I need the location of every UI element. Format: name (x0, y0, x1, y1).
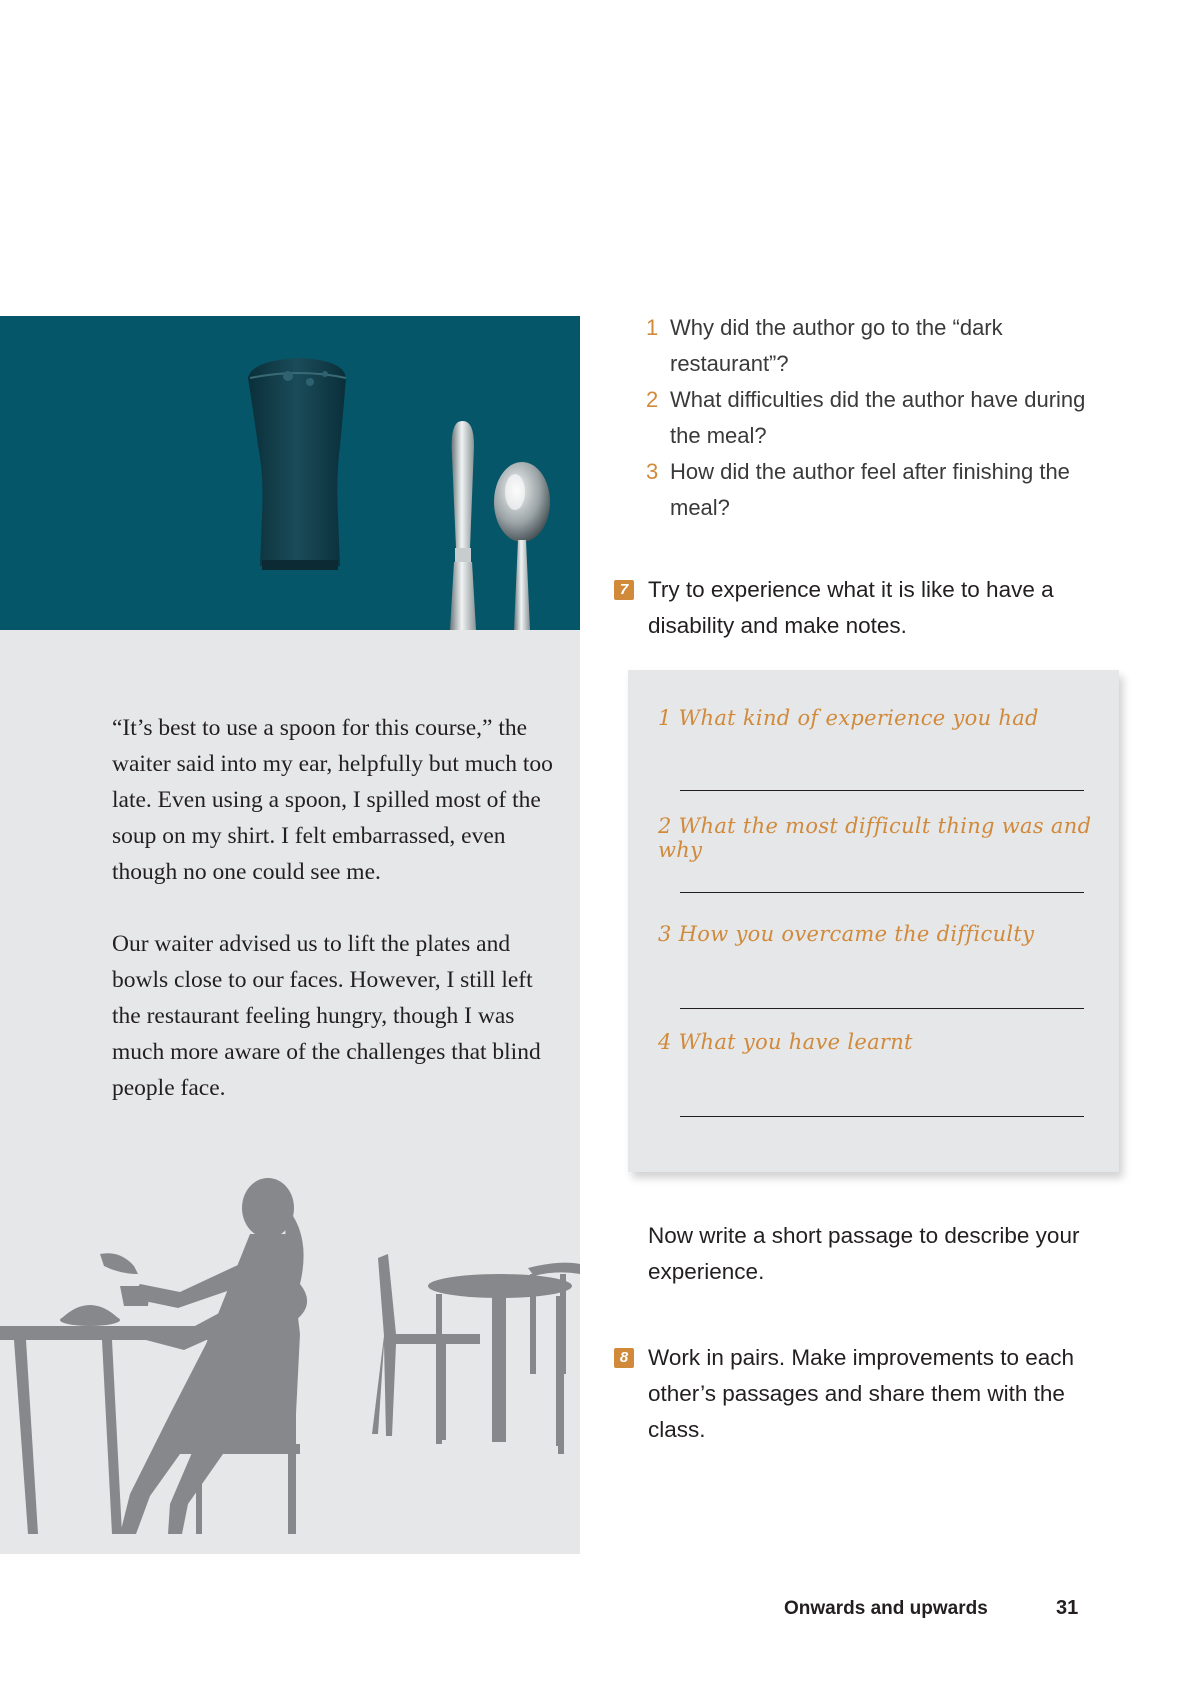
woman-dining-silhouette (0, 1174, 580, 1554)
question-number: 3 (646, 459, 659, 484)
question-number: 2 (646, 387, 659, 412)
task-number-badge: 7 (614, 580, 634, 600)
page-number: 31 (1056, 1597, 1079, 1619)
glass-knife-spoon-illustration (0, 316, 580, 630)
question-item (646, 382, 1086, 454)
note-text: What the most difficult thing was and why (658, 814, 1092, 862)
photo-glass-cutlery (0, 316, 580, 630)
question-number: 1 (646, 315, 659, 340)
answer-line-1[interactable] (680, 790, 1084, 791)
glass-icon (248, 358, 346, 570)
story-paragraph-1: “It’s best to use a spoon for this course,” the waiter said into my ear, helpfully but much too late. Even using a spoon, I spilled most of the soup on my shirt. I felt embarrassed, even though no one could see me. (112, 715, 553, 885)
note-number: 4 (658, 1030, 672, 1054)
task-8-instruction: Work in pairs. Make improvements to each other’s passages and share them with the class. (648, 1345, 1074, 1442)
answer-line-4[interactable] (680, 1116, 1084, 1117)
comprehension-questions (646, 310, 1086, 526)
question-text: How did the author feel after finishing the meal? (670, 459, 1070, 520)
writing-instruction: Now write a short passage to describe your experience. (648, 1223, 1080, 1284)
story-paragraph-2: Our waiter advised us to lift the plates and bowls close to our faces. However, I still left the restaurant feeling hungry, though I was much more aware of the challenges that blind people face. (112, 931, 541, 1101)
question-item (646, 310, 1086, 382)
story-text (112, 710, 562, 1142)
spoon-icon (494, 462, 550, 630)
question-text: Why did the author go to the “dark restaurant”? (670, 315, 1003, 376)
note-prompt-3 (658, 922, 1034, 946)
answer-line-2[interactable] (680, 892, 1084, 893)
note-text: How you overcame the difficulty (678, 922, 1035, 946)
notes-card (628, 670, 1119, 1172)
note-text: What kind of experience you had (678, 706, 1039, 730)
task-8 (614, 1340, 1084, 1448)
task-7-instruction: Try to experience what it is like to have a disability and make notes. (648, 577, 1054, 638)
note-number: 3 (658, 922, 672, 946)
answer-line-3[interactable] (680, 1008, 1084, 1009)
task-number-badge: 8 (614, 1348, 634, 1368)
story-panel (0, 630, 580, 1554)
knife-icon (450, 421, 476, 630)
task-7 (614, 572, 1084, 644)
note-number: 1 (658, 706, 672, 730)
footer-unit-title: Onwards and upwards (784, 1598, 988, 1619)
question-text: What difficulties did the author have during the meal? (670, 387, 1086, 448)
question-item (646, 454, 1086, 526)
note-text: What you have learnt (678, 1030, 913, 1054)
note-prompt-2 (658, 814, 1119, 862)
note-number: 2 (658, 814, 672, 838)
note-prompt-4 (658, 1030, 913, 1054)
note-prompt-1 (658, 706, 1039, 730)
